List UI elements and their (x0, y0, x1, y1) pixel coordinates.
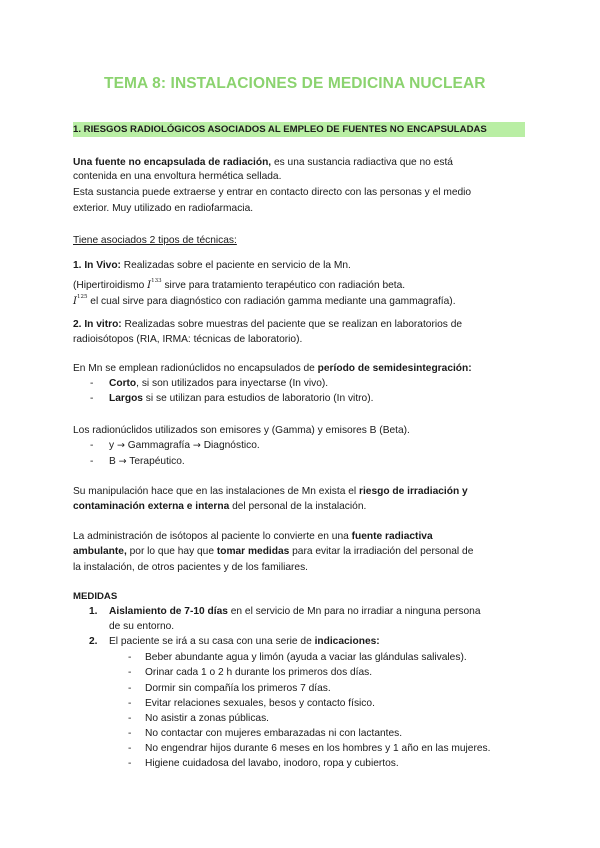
indicacion-item: - Higiene cuidadosa del lavabo, inodoro, ropa y cubiertos. (128, 758, 399, 769)
intro-line-3: Esta sustancia puede extraerse y entrar en contacto directo con las personas y el medio (73, 187, 472, 198)
intro-term: Una fuente no encapsulada de radiación, (73, 157, 272, 168)
invivo-line-2: (Hipertiroidismo $I^{133}$ sirve para tratamiento terapéutico con radiación beta. (73, 278, 406, 291)
invitro-line-1: 2. In vitro: Realizadas sobre muestras del paciente que se realizan en laboratorios de (73, 319, 463, 330)
intro-line-2: contenida en una envoltura hermética sellada. (73, 171, 282, 182)
invivo-line-3: $I^{125}$ el cual sirve para diagnóstico con radiación gamma mediante una gammagrafía). (73, 294, 456, 307)
indicacion-item: - No engendrar hijos durante 6 meses en los hombres y 1 año en las mujeres. (128, 743, 491, 754)
section-heading-1: 1. RIESGOS RADIOLÓGICOS ASOCIADOS AL EMPLEO DE FUENTES NO ENCAPSULADAS (73, 122, 525, 137)
semid-line: En Mn se emplean radionúclidos no encapsulados de período de semidesintegración: (73, 363, 472, 374)
indicacion-item: - No contactar con mujeres embarazadas ni con lactantes. (128, 728, 403, 739)
indicacion-item: - Beber abundante agua y limón (ayuda a vaciar las glándulas salivales). (128, 652, 467, 663)
indicacion-item: - Orinar cada 1 o 2 h durante los primeros dos días. (128, 667, 373, 678)
admin-line-2: ambulante, por lo que hay que tomar medidas para evitar la irradiación del personal de (73, 546, 474, 557)
arrow-icon: → (118, 456, 127, 467)
arrow-icon: → (116, 440, 125, 451)
medida-2-line: 2. El paciente se irá a su casa con una serie de indicaciones: (89, 636, 380, 647)
page-title: TEMA 8: INSTALACIONES DE MEDICINA NUCLEAR (104, 75, 486, 92)
intro-line-4: exterior. Muy utilizado en radiofarmacia. (73, 203, 254, 214)
emitters-line: Los radionúclidos utilizados son emisores y (Gamma) y emisores B (Beta). (73, 425, 410, 436)
manip-line-1: Su manipulación hace que en las instalaciones de Mn exista el riesgo de irradiación y (73, 486, 468, 497)
medida-1-line-2: de su entorno. (109, 621, 175, 632)
indicacion-item: - Evitar relaciones sexuales, besos y contacto físico. (128, 698, 375, 709)
emitters-bullet-beta: - B → Terapéutico. (90, 456, 185, 467)
admin-line-3: la instalación, de otros pacientes y de los familiares. (73, 562, 308, 573)
indicacion-item: - Dormir sin compañía los primeros 7 días. (128, 683, 331, 694)
indicacion-item: - No asistir a zonas públicas. (128, 713, 270, 724)
techniques-heading: Tiene asociados 2 tipos de técnicas: (73, 235, 237, 246)
admin-line-1: La administración de isótopos al paciente lo convierte en una fuente radiactiva (73, 531, 433, 542)
medidas-heading: MEDIDAS (73, 591, 118, 602)
invivo-line-1: 1. In Vivo: Realizadas sobre el paciente en servicio de la Mn. (73, 260, 351, 271)
invitro-line-2: radioisótopos (RIA, IRMA: técnicas de laboratorio). (73, 334, 303, 345)
medida-1-line-1: 1. Aislamiento de 7-10 días en el servicio de Mn para no irradiar a ninguna persona (89, 606, 481, 617)
semid-bullet-largos: - Largos si se utilizan para estudios de laboratorio (In vitro). (90, 393, 374, 404)
intro-line-1: Una fuente no encapsulada de radiación, es una sustancia radiactiva que no está (73, 157, 453, 168)
isotope-i125: $I^{125}$ (73, 294, 88, 307)
manip-line-2: contaminación externa e interna del personal de la instalación. (73, 501, 367, 512)
isotope-i133: $I^{133}$ (147, 278, 162, 291)
emitters-bullet-gamma: - y → Gammagrafía → Diagnóstico. (90, 440, 260, 451)
arrow-icon: → (192, 440, 201, 451)
semid-bullet-corto: - Corto, si son utilizados para inyectarse (In vivo). (90, 378, 329, 389)
